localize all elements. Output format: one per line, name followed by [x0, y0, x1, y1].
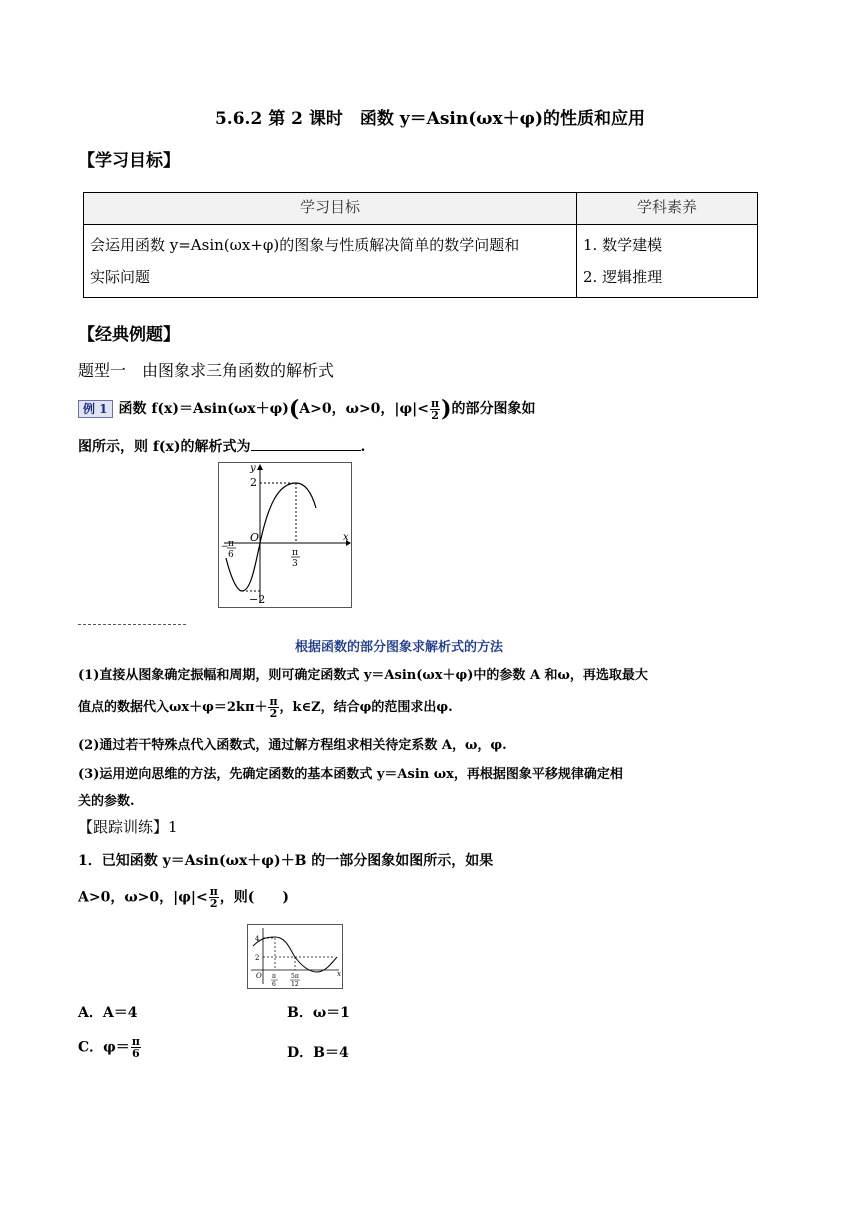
tick-pi-num-2: π: [292, 548, 298, 558]
divider: [78, 624, 186, 625]
origin-label: O: [256, 972, 262, 980]
method-line-2: [78, 696, 453, 719]
sine-curve: [226, 483, 316, 591]
example1-line1: [78, 396, 535, 422]
option-c-label: C．φ＝: [78, 1039, 130, 1056]
section-heading-goals: 【学习目标】: [78, 151, 180, 171]
answer-blank: [251, 436, 361, 451]
sine-graph-example1: [218, 462, 352, 608]
example1-line2: [78, 436, 365, 456]
tick-5pi-num: 5π: [291, 973, 299, 980]
tick-six-den: 6: [272, 981, 276, 988]
example1-prompt: 图所示，则 f(x)的解析式为: [78, 439, 251, 455]
section-heading-examples: 【经典例题】: [78, 325, 180, 345]
example-tag: 例 1: [78, 400, 113, 418]
literacy-item: 2. 逻辑推理: [583, 268, 663, 286]
training-choice-paren: ，则( ): [219, 889, 290, 906]
paren-open: (: [288, 396, 300, 422]
example1-tail: 的部分图象如: [451, 401, 536, 417]
origin-label: O: [250, 531, 260, 544]
y-axis-arrow: [257, 464, 263, 470]
page-title: 5.6.2 第 2 课时 函数 y＝Asin(ωx＋φ)的性质和应用: [214, 109, 646, 129]
sine-graph-training: [247, 924, 343, 990]
tick-label-neg2: −2: [249, 593, 266, 606]
axis-label-x: x: [337, 970, 341, 978]
training-question-line2: [78, 886, 289, 909]
axis-label-y: y: [250, 463, 256, 474]
tick-three-den: 3: [292, 559, 298, 569]
frac-den: 2: [209, 897, 218, 910]
method-title: 根据函数的部分图象求解析式的方法: [294, 640, 503, 655]
training-cond: A>0，ω>0，|φ|<: [78, 889, 208, 906]
method-line-1: (1)直接从图象确定振幅和周期，则可确定函数式 y＝Asin(ωx＋φ)中的参数 A 和ω，再选取最大: [78, 668, 648, 683]
table-header-row: [84, 193, 758, 225]
graph-frame: [219, 463, 352, 608]
literacy-item: 1. 数学建模: [583, 236, 663, 254]
fraction-pi-2: [430, 398, 440, 421]
option-d: D．B＝4: [287, 1045, 349, 1061]
frac-num: π: [269, 695, 278, 708]
question-type-heading: 题型一 由图象求三角函数的解析式: [78, 361, 335, 380]
training-heading: 【跟踪训练】1: [78, 818, 178, 836]
tick-twelve-den: 12: [291, 981, 299, 988]
method-line-3: (2)通过若干特殊点代入函数式，通过解方程组求相关待定系数 A，ω，φ.: [78, 738, 507, 753]
option-c: [78, 1036, 142, 1059]
frac-den: 2: [431, 408, 439, 422]
table-header-literacy: 学科素养: [577, 193, 758, 225]
option-a: A．A＝4: [78, 1005, 138, 1021]
tick-label-4: 4: [255, 935, 260, 943]
tick-label-2: 2: [255, 954, 260, 962]
paren-close: ): [441, 396, 452, 422]
fraction-pi-2: [209, 886, 219, 909]
frac-den: 6: [132, 1047, 140, 1060]
method-line-4: (3)运用逆向思维的方法，先确定函数的基本函数式 y＝Asin ωx，再根据图象平移规律确定相: [78, 767, 623, 782]
tick-label-2: 2: [250, 476, 257, 489]
fraction-pi-6: [131, 1036, 141, 1059]
frac-num: π: [131, 1035, 140, 1048]
frac-num: π: [431, 396, 440, 410]
example1-func: 函数 f(x)＝Asin(ωx＋φ): [118, 401, 289, 417]
fraction-pi-2: [268, 696, 278, 719]
method-line-5: 关的参数.: [78, 794, 135, 809]
table-header-goal: 学习目标: [84, 193, 577, 225]
frac-den: 2: [269, 707, 278, 720]
tick-pi-num: π: [228, 539, 234, 549]
tick-pi-num: π: [272, 973, 276, 980]
method-line-2b: ，k∈Z，结合φ的范围求出φ.: [279, 700, 453, 715]
tick-neg-sign: −: [221, 542, 229, 552]
tick-six-den: 6: [228, 550, 234, 560]
goal-cell: [84, 225, 577, 298]
option-b: B．ω＝1: [287, 1005, 350, 1021]
literacy-cell: [577, 225, 758, 298]
goals-table: [83, 192, 758, 298]
goal-line: 会运用函数 y=Asin(ωx+φ)的图象与性质解决简单的数学问题和: [90, 236, 520, 254]
example1-period: .: [360, 439, 366, 455]
example1-cond: A>0，ω>0，|φ|<: [299, 401, 429, 417]
table-row: [84, 225, 758, 298]
training-question-line1: 1．已知函数 y＝Asin(ωx＋φ)＋B 的一部分图象如图所示，如果: [78, 853, 494, 869]
axis-label-x: x: [343, 532, 349, 543]
frac-num: π: [209, 885, 218, 898]
method-line-2a: 值点的数据代入ωx＋φ＝2kπ＋: [78, 700, 268, 715]
goal-line: 实际问题: [90, 268, 151, 286]
